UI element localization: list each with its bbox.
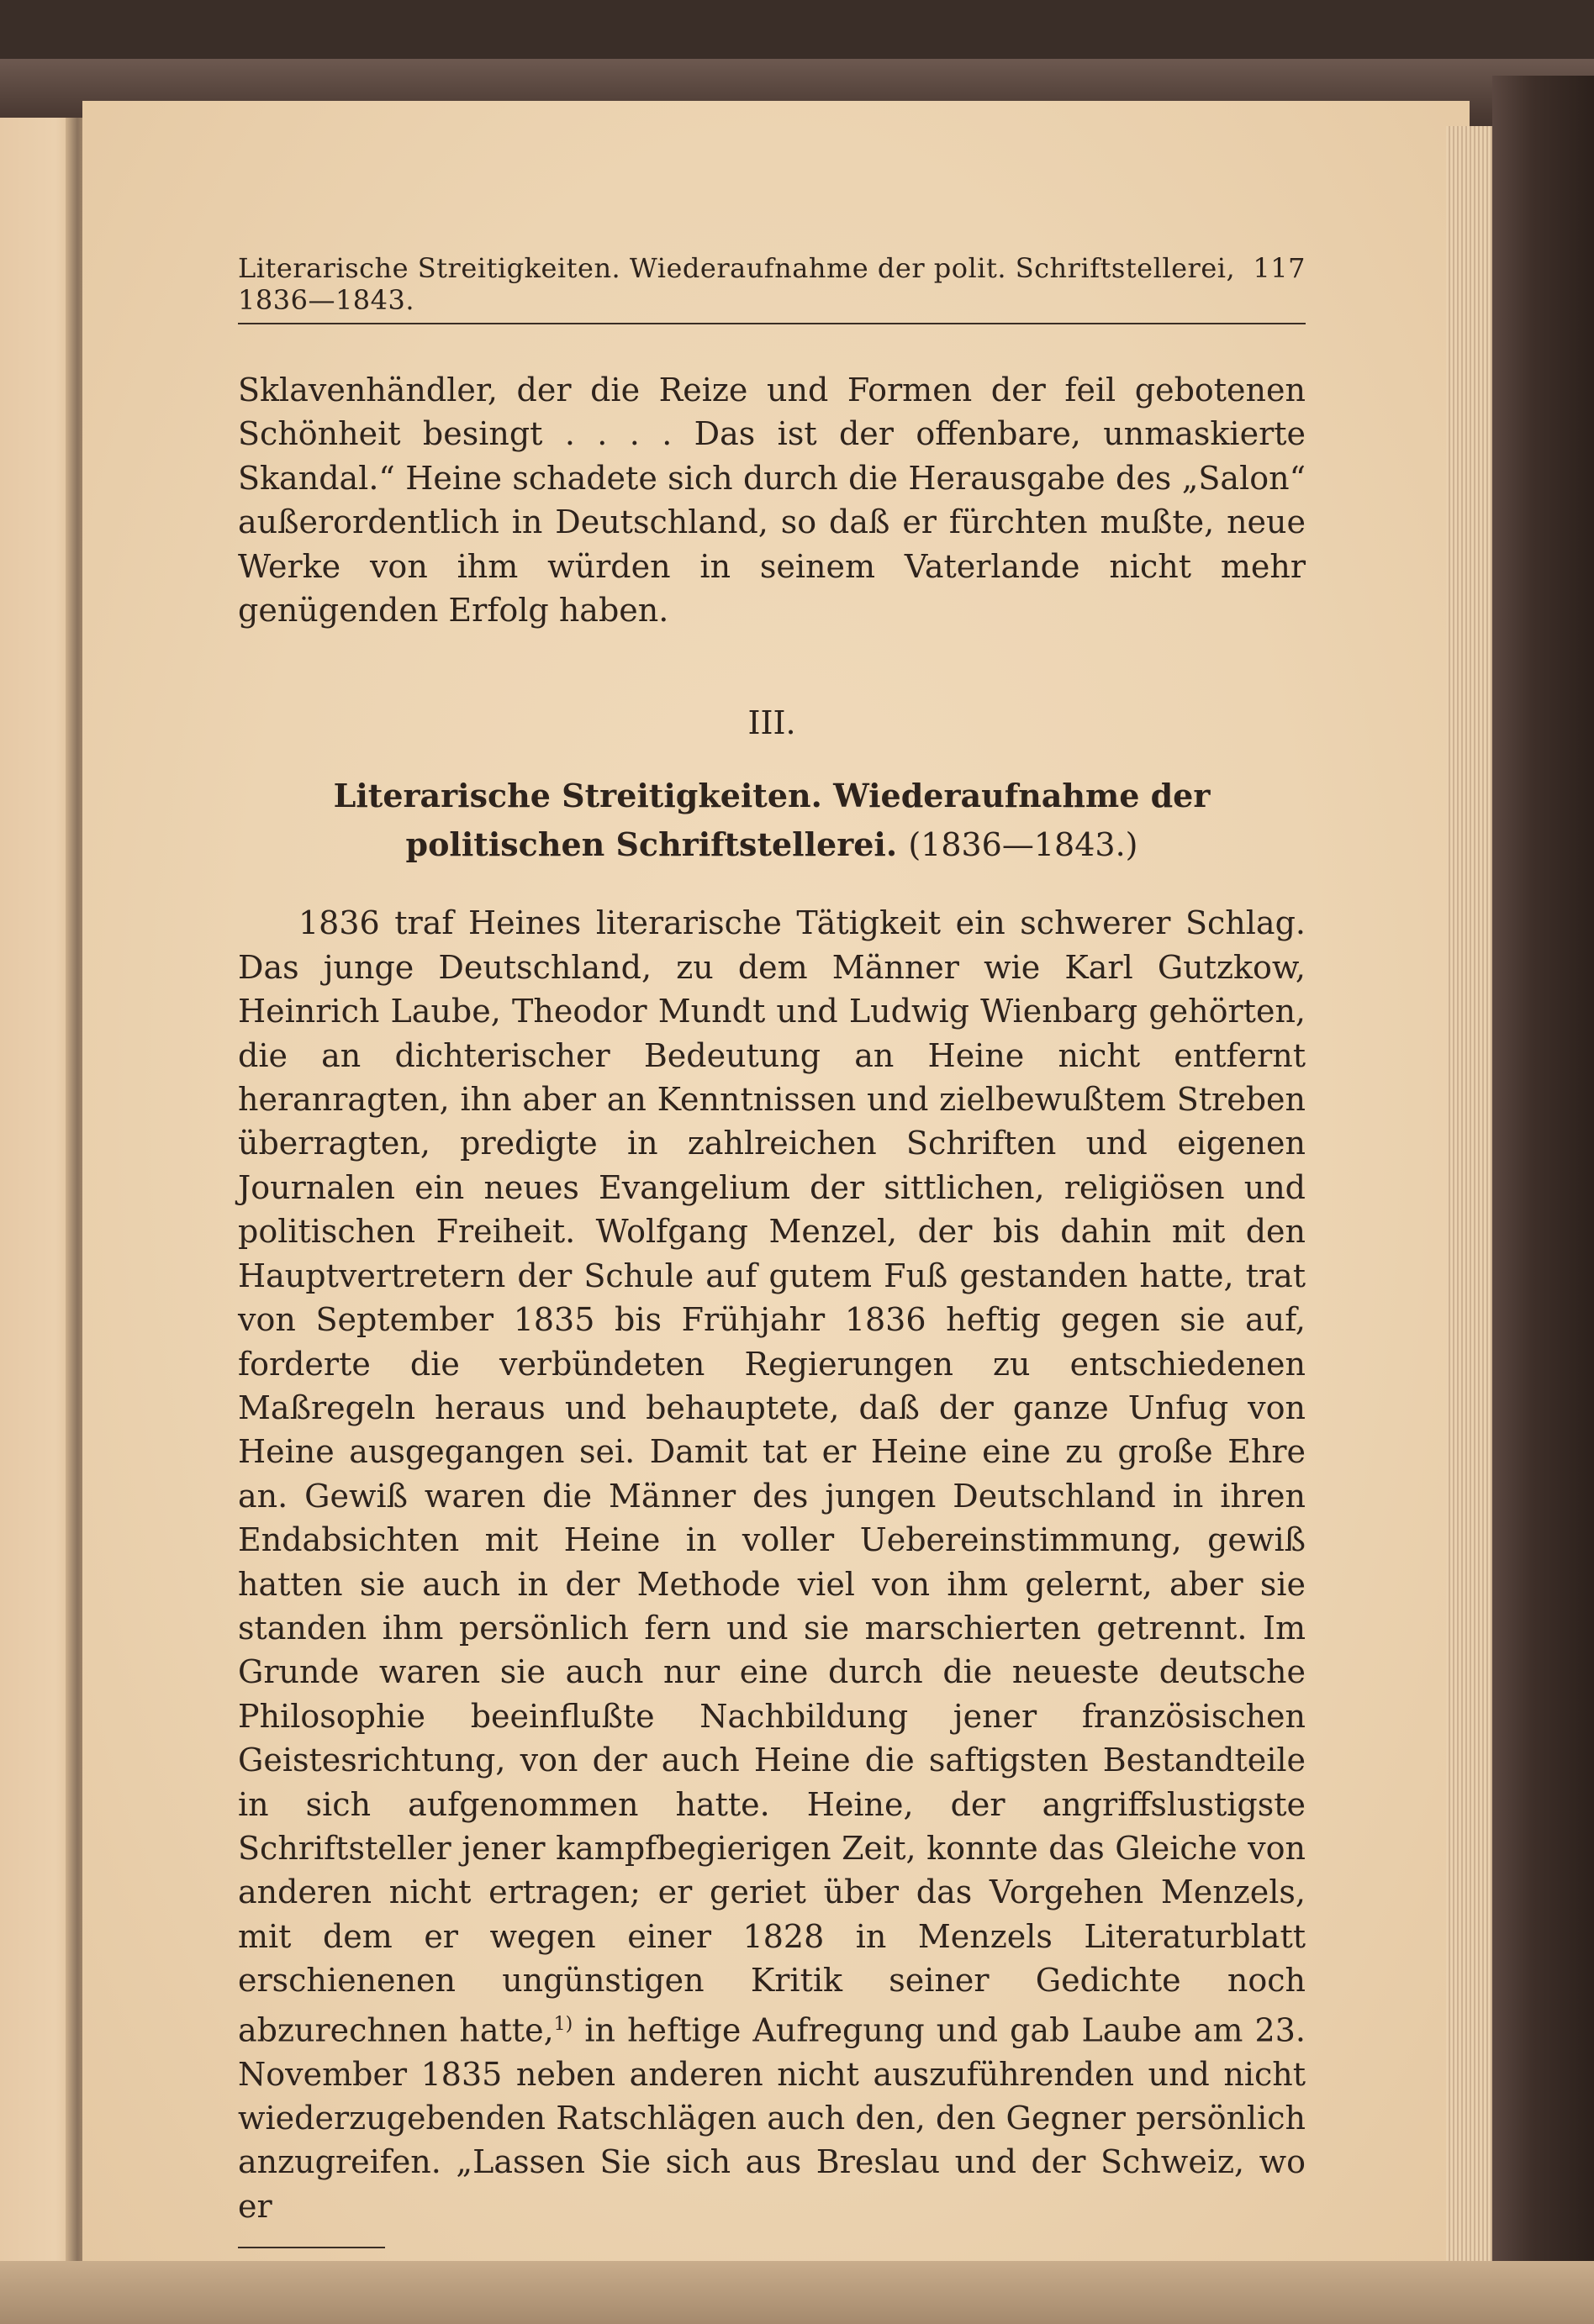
body-text	[238, 368, 1306, 2295]
paragraph: Sklavenhändler, der die Reize und Formen der feil gebotenen Schönheit besingt . . . . Das ist der offenbare, unmaskierte Skandal.“ Heine schadete sich durch die Herausgabe des „Salon“ außerordentlich in Deutschland, so daß er fürchten mußte, neue Werke von ihm würden in seinem Vaterlande nicht mehr genügenden Erfolg haben.	[238, 372, 1306, 630]
page-edges	[1446, 126, 1492, 2261]
section-number: III.	[747, 704, 796, 742]
paragraph-text-continued: in heftige Aufregung und gab Laube am 23. November 1835 neben anderen nicht auszuführenden und nicht wiederzugebenden Ratschlägen auch den, den Gegner persönlich anzugreifen. „Lassen Sie sich aus Breslau und der Schweiz, wo er	[238, 2011, 1306, 2225]
running-head	[238, 252, 1306, 324]
book-bottom-edge	[0, 2261, 1594, 2324]
section-heading-text: Literarische Streitigkeiten. Wiederaufnahme der politischen Schriftstellerei.	[333, 777, 1211, 864]
section-heading	[238, 772, 1306, 869]
footnote-divider	[238, 2247, 385, 2248]
page-content	[238, 252, 1306, 2295]
paragraph	[238, 901, 1306, 2228]
book-cover-right	[1492, 76, 1594, 2324]
paragraph-text: 1836 traf Heines literarische Tätigkeit ein schwerer Schlag. Das junge Deutschland, zu dem Männer wie Karl Gutzkow, Heinrich Laube, Theodor Mundt und Ludwig Wienbarg gehörten, die an dichterischer Bedeutung an Heine nicht entfernt heranragten, ihn aber an Kenntnissen und zielbewußtem Streben überragten, predigte in zahlreichen Schriften und eigenen Journalen ein neues Evangelium der sittlichen, religiösen und politischen Freiheit. Wolfgang Menzel, der bis dahin mit den Hauptvertretern der Schule auf gutem Fuß gestanden hatte, trat von September 1835 bis Frühjahr 1836 heftig gegen sie auf, forderte die verbündeten Regierungen zu entschiedenen Maßregeln heraus und behauptete, daß der ganze Unfug von Heine ausgegangen sei. Damit tat er Heine eine zu große Ehre an. Gewiß waren die Männer des jungen Deutschland in ihren Endabsichten mit Heine in voller Uebereinstimmung, gewiß hatten sie auch in der Methode viel von ihm gelernt, aber sie standen ihm persönlich fern und sie marschierten getrennt. Im Grunde waren sie auch nur eine durch die neueste deutsche Philosophie beeinflußte Nachbildung jener französischen Geistesrichtung, von der auch Heine die saftigsten Bestandteile in sich aufgenommen hatte. Heine, der angriffslustigste Schriftsteller jener kampfbegierigen Zeit, konnte das Gleiche von anderen nicht ertragen; er geriet über das Vorgehen Menzels, mit dem er wegen einer 1828 in Menzels Literaturblatt erschienenen ungünstigen Kritik seiner Gedichte noch abzurechnen hatte,	[238, 904, 1306, 2049]
running-head-title: Literarische Streitigkeiten. Wiederaufnahme der polit. Schriftstellerei, 1836—1843.	[238, 252, 1236, 316]
page-number: 117	[1253, 252, 1306, 284]
footnote-reference: 1)	[553, 2013, 573, 2035]
section-heading-years: (1836—1843.)	[908, 826, 1138, 864]
